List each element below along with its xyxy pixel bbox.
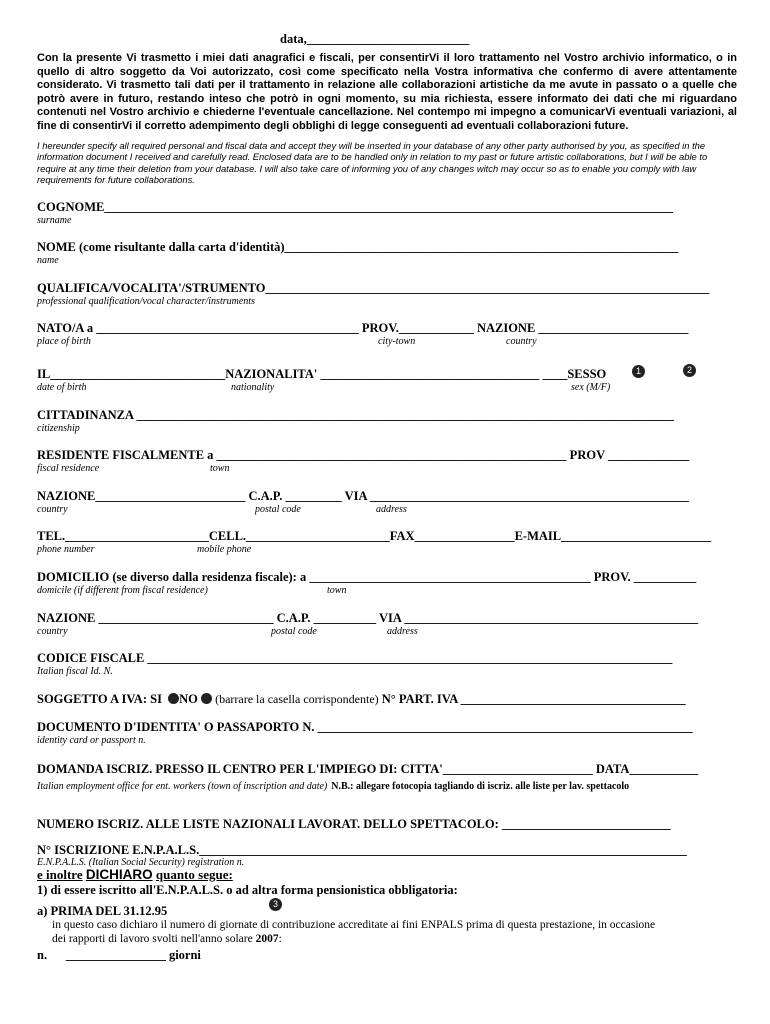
dichiaro-title-a: e inoltre bbox=[37, 867, 83, 882]
iva-no-radio[interactable] bbox=[201, 693, 212, 704]
residente-field[interactable]: RESIDENTE FISCALMENTE a ________________________________________________________ PROV _____________ bbox=[37, 448, 690, 462]
domicilio-sub-domicile: domicile (if different from fiscal residence) bbox=[37, 585, 208, 596]
iva-si-radio[interactable] bbox=[168, 693, 179, 704]
nazione2-sub-postal: postal code bbox=[271, 626, 317, 637]
cittadinanza-field[interactable]: CITTADINANZA ______________________________________________________________________________________ bbox=[37, 408, 674, 422]
nato-sub-city: city-town bbox=[378, 336, 416, 347]
residente-sub-fiscal: fiscal residence bbox=[37, 463, 100, 474]
enpals-field[interactable]: N° ISCRIZIONE E.N.P.A.L.S.______________________________________________________________________________ bbox=[37, 843, 687, 857]
iva-no-label: NO bbox=[179, 692, 198, 706]
domicilio-field[interactable]: DOMICILIO (se diverso dalla residenza fiscale): a _____________________________________________ PROV. __________ bbox=[37, 570, 697, 584]
dichiaro-title-c: quanto segue: bbox=[155, 867, 233, 882]
tel-sub-phone: phone number bbox=[37, 544, 95, 555]
codice-fiscale-sub: Italian fiscal Id. N. bbox=[37, 666, 113, 677]
cognome-field[interactable]: COGNOME___________________________________________________________________________________________ bbox=[37, 200, 674, 214]
il-sub-sex: sex (M/F) bbox=[571, 382, 611, 393]
enpals-sub: E.N.P.A.L.S. (Italian Social Security) registration n. bbox=[37, 857, 245, 868]
tel-field[interactable]: TEL._______________________CELL._______________________FAX________________E-MAIL________________________ bbox=[37, 529, 712, 543]
documento-field[interactable]: DOCUMENTO D'IDENTITA' O PASSAPORTO N. ____________________________________________________________ bbox=[37, 720, 693, 734]
nato-field[interactable]: NATO/A a __________________________________________ PROV.____________ NAZIONE ________________________ bbox=[37, 321, 689, 335]
cognome-sub: surname bbox=[37, 215, 72, 226]
dichiaro-title-b: DICHIARO bbox=[85, 867, 153, 882]
residente-sub-town: town bbox=[210, 463, 230, 474]
nazione2-sub-address: address bbox=[387, 626, 418, 637]
domanda-sub-row bbox=[37, 776, 629, 794]
domanda-nb: N.B.: allegare fotocopia tagliando di iscriz. alle liste per lav. spettacolo bbox=[331, 781, 630, 792]
qualifica-sub: professional qualification/vocal character/instruments bbox=[37, 296, 255, 307]
circle-1-icon: 1 bbox=[632, 365, 645, 378]
nazione1-sub-address: address bbox=[376, 504, 407, 515]
domicilio-sub-town: town bbox=[327, 585, 347, 596]
dichiaro-text-2-row bbox=[52, 933, 282, 945]
nato-sub-place: place of birth bbox=[37, 336, 91, 347]
dichiaro-year: 2007 bbox=[255, 933, 279, 945]
il-sub-date: date of birth bbox=[37, 382, 87, 393]
dichiaro-point-1: 1) di essere iscritto all'E.N.P.A.L.S. o ad altra forma pensionistica obbligatoria: bbox=[37, 883, 458, 897]
nazione2-sub-country: country bbox=[37, 626, 68, 637]
intro-italian: Con la presente Vi trasmetto i miei dati anagrafici e fiscali, per consentirVi il loro trattamento nel Vostro archivio informatico, o in quello di altro soggetto da Voi autorizzato, così come specificato nella Vostra informativa che confermo di avere attentamente considerato. Vi trasmetto tali dati per il trattamento in relazione alle collaborazioni artistiche da me avute in passato o a quelle che potrò avere in futuro, restando inteso che potrò in ogni momento, su mia richiesta, essere informato dei dati che mi riguardano contenuti nel Vostro archivio e chiederne l'eventuale cancellazione. Nel contempo mi impegno a comunicarVi eventuali variazioni, al fine di consentirVi il corretto adempimento degli obblighi di legge conseguenti ad eventuali collaborazioni future. bbox=[37, 52, 737, 132]
numero-iscrizione-field[interactable]: NUMERO ISCRIZ. ALLE LISTE NAZIONALI LAVORAT. DELLO SPETTACOLO: ___________________________ bbox=[37, 817, 671, 831]
dichiaro-colon: : bbox=[278, 933, 282, 945]
nazione1-sub-country: country bbox=[37, 504, 68, 515]
nazione-field-2[interactable]: NAZIONE ____________________________ C.A.P. __________ VIA _______________________________________________ bbox=[37, 611, 699, 625]
dichiaro-title bbox=[37, 867, 233, 883]
dichiaro-text-2: dei rapporti di lavoro svolti nell'anno solare bbox=[52, 933, 253, 945]
nome-sub: name bbox=[37, 255, 59, 266]
iva-instructions: (barrare la casella corrispondente) bbox=[215, 692, 379, 706]
dichiaro-text-1: in questo caso dichiaro il numero di giornate di contribuzione accreditate ai fini ENPALS prima di questa prestazione, in occasione bbox=[52, 919, 656, 931]
domanda-field[interactable]: DOMANDA ISCRIZ. PRESSO IL CENTRO PER L'IMPIEGO DI: CITTA'________________________ DATA___________ bbox=[37, 762, 699, 776]
documento-sub: identity card or passport n. bbox=[37, 735, 146, 746]
intro-english: I hereunder specify all required personal and fiscal data and accept they will be inserted in your database of any other party authorised by you, as specified in the information document I received and carefully read. Enclosed data are to be handled only in relation to my past or future artistic collaborations, but I will be able to require at any time their deletion from your database. I will also take care of informing you of any changes witch may occur so as to enable you comply with law requirements for future collaborations. bbox=[37, 140, 708, 186]
date-line[interactable]: data,__________________________ bbox=[280, 32, 470, 46]
giorni-field[interactable]: n. ________________ giorni bbox=[37, 948, 201, 962]
codice-fiscale-field[interactable]: CODICE FISCALE ____________________________________________________________________________________ bbox=[37, 651, 673, 665]
qualifica-field[interactable]: QUALIFICA/VOCALITA'/STRUMENTO_______________________________________________________________________ bbox=[37, 281, 710, 295]
nazione1-sub-postal: postal code bbox=[255, 504, 301, 515]
iva-row bbox=[37, 692, 686, 707]
nato-sub-country: country bbox=[506, 336, 537, 347]
dichiaro-point-a: a) PRIMA DEL 31.12.95 bbox=[37, 904, 168, 918]
domanda-sub: Italian employment office for ent. workers (town of inscription and date) bbox=[37, 781, 328, 792]
iva-label: SOGGETTO A IVA: SI bbox=[37, 692, 162, 706]
nome-field[interactable]: NOME (come risultante dalla carta d'identità)_______________________________________________________________ bbox=[37, 240, 679, 254]
circle-2-icon: 2 bbox=[683, 364, 696, 377]
cittadinanza-sub: citizenship bbox=[37, 423, 80, 434]
nazione-field-1[interactable]: NAZIONE________________________ C.A.P. _________ VIA ___________________________________________________ bbox=[37, 489, 689, 503]
circle-3-icon: 3 bbox=[269, 898, 282, 911]
partita-iva-field[interactable]: N° PART. IVA ____________________________________ bbox=[381, 692, 686, 706]
il-sub-nationality: nationality bbox=[231, 382, 275, 393]
tel-sub-mobile: mobile phone bbox=[197, 544, 252, 555]
il-field[interactable]: IL____________________________NAZIONALITA' ___________________________________ ____SESSO bbox=[37, 367, 607, 381]
